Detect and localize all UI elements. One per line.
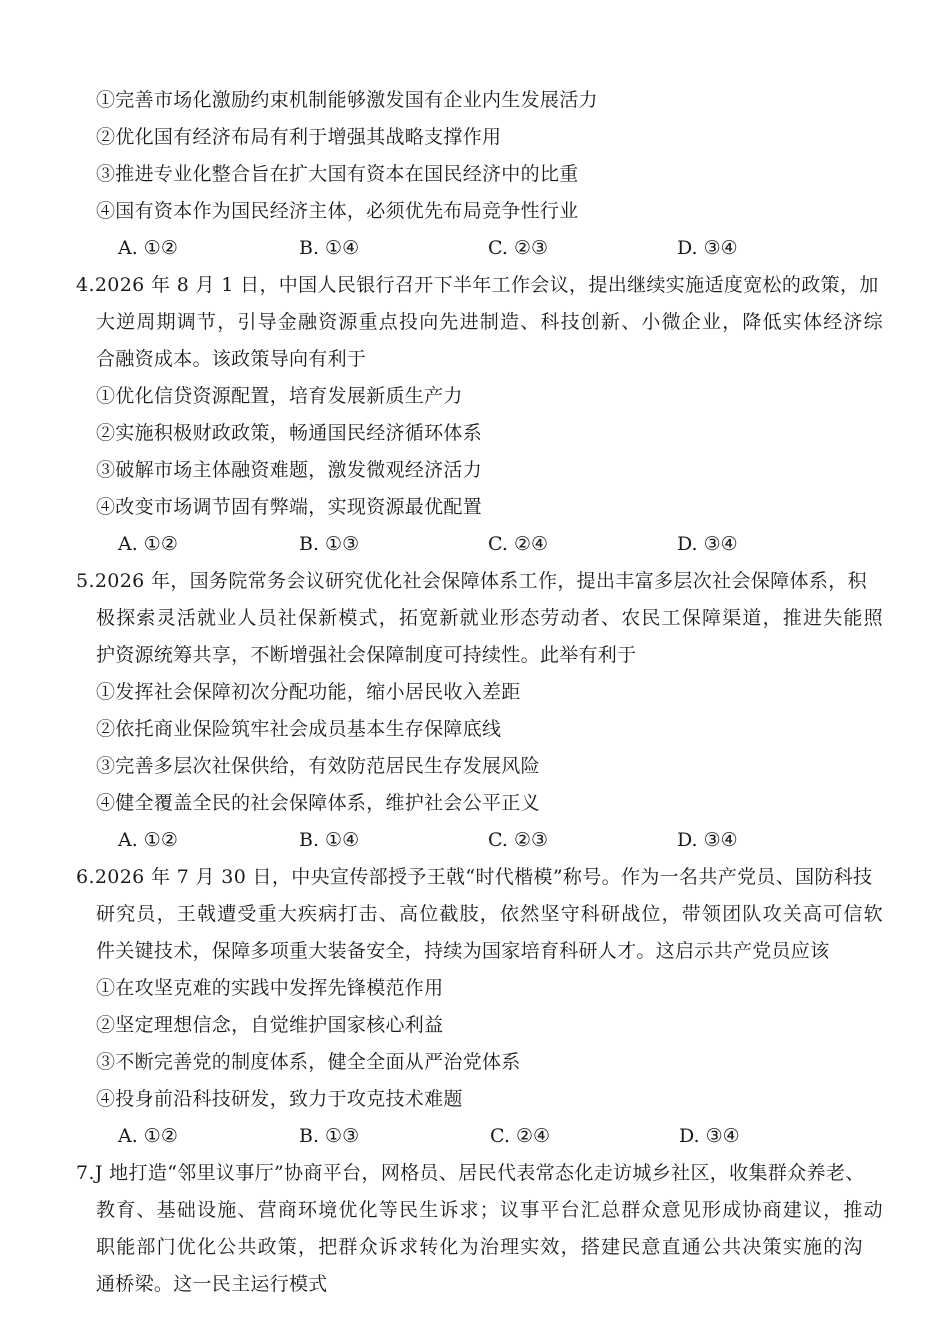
q5-option-b: B. ①④ <box>299 829 360 851</box>
q4-item-1: ①优化信贷资源配置，培育发展新质生产力 <box>96 385 463 407</box>
q6-option-b: B. ①③ <box>299 1125 360 1147</box>
q3-option-d: D. ③④ <box>677 237 738 259</box>
q6-option-c: C. ②④ <box>490 1125 551 1147</box>
q4-item-2: ②实施积极财政政策，畅通国民经济循环体系 <box>96 422 483 444</box>
q4-option-d: D. ③④ <box>677 533 738 555</box>
q6-item-2: ②坚定理想信念，自觉维护国家核心利益 <box>96 1014 444 1036</box>
q6-item-1: ①在攻坚克难的实践中发挥先锋模范作用 <box>96 977 444 999</box>
q7-stem-line-2: 教育、基础设施、营商环境优化等民生诉求；议事平台汇总群众意见形成协商建议，推动 <box>96 1199 884 1221</box>
q4-option-c: C. ②④ <box>488 533 549 555</box>
q4-option-a: A. ①② <box>118 533 178 555</box>
q6-item-3: ③不断完善党的制度体系，健全全面从严治党体系 <box>96 1051 521 1073</box>
q6-stem-line-2: 研究员，王戟遭受重大疾病打击、高位截肢，依然坚守科研战位，带领团队攻关高可信软 <box>96 903 884 925</box>
q6-option-a: A. ①② <box>118 1125 178 1147</box>
q5-option-d: D. ③④ <box>677 829 738 851</box>
q4-option-b: B. ①③ <box>299 533 360 555</box>
q7-stem-line-1: 7.J 地打造“邻里议事厅”协商平台，网格员、居民代表常态化走访城乡社区，收集群众养老、 <box>76 1162 865 1184</box>
q5-item-2: ②依托商业保险筑牢社会成员基本生存保障底线 <box>96 718 502 740</box>
q4-item-3: ③破解市场主体融资难题，激发微观经济活力 <box>96 459 483 481</box>
q4-stem-line-3: 合融资成本。该政策导向有利于 <box>96 348 367 370</box>
q6-item-4: ④投身前沿科技研发，致力于攻克技术难题 <box>96 1088 463 1110</box>
q7-stem-line-3: 职能部门优化公共政策，把群众诉求转化为治理实效，搭建民意直通公共决策实施的沟 <box>96 1236 864 1258</box>
q3-item-2: ②优化国有经济布局有利于增强其战略支撑作用 <box>96 126 502 148</box>
q6-option-d: D. ③④ <box>679 1125 740 1147</box>
q4-stem-line-1: 4.2026 年 8 月 1 日，中国人民银行召开下半年工作会议，提出继续实施适度宽松的政策，加 <box>76 274 879 296</box>
q3-option-c: C. ②③ <box>488 237 549 259</box>
q5-stem-line-3: 护资源统筹共享，不断增强社会保障制度可持续性。此举有利于 <box>96 644 637 666</box>
q7-stem-line-4: 通桥梁。这一民主运行模式 <box>96 1273 328 1295</box>
q5-option-a: A. ①② <box>118 829 178 851</box>
q3-item-4: ④国有资本作为国民经济主体，必须优先布局竞争性行业 <box>96 200 579 222</box>
q6-stem-line-3: 件关键技术，保障多项重大装备安全，持续为国家培育科研人才。这启示共产党员应该 <box>96 940 830 962</box>
q3-item-1: ①完善市场化激励约束机制能够激发国有企业内生发展活力 <box>96 89 598 111</box>
q5-stem-line-2: 极探索灵活就业人员社保新模式，拓宽新就业形态劳动者、农民工保障渠道，推进失能照 <box>96 607 884 629</box>
q4-item-4: ④改变市场调节固有弊端，实现资源最优配置 <box>96 496 483 518</box>
q5-stem-line-1: 5.2026 年，国务院常务会议研究优化社会保障体系工作，提出丰富多层次社会保障体系，积 <box>76 570 867 592</box>
q5-item-1: ①发挥社会保障初次分配功能，缩小居民收入差距 <box>96 681 521 703</box>
q5-item-3: ③完善多层次社保供给，有效防范居民生存发展风险 <box>96 755 540 777</box>
q3-item-3: ③推进专业化整合旨在扩大国有资本在国民经济中的比重 <box>96 163 579 185</box>
q3-option-a: A. ①② <box>118 237 178 259</box>
q3-option-b: B. ①④ <box>299 237 360 259</box>
q4-stem-line-2: 大逆周期调节，引导金融资源重点投向先进制造、科技创新、小微企业，降低实体经济综 <box>96 311 884 333</box>
q5-item-4: ④健全覆盖全民的社会保障体系，维护社会公平正义 <box>96 792 540 814</box>
q6-stem-line-1: 6.2026 年 7 月 30 日，中央宣传部授予王戟“时代楷模”称号。作为一名共产党员、国防科技 <box>76 866 873 888</box>
q5-option-c: C. ②③ <box>488 829 549 851</box>
